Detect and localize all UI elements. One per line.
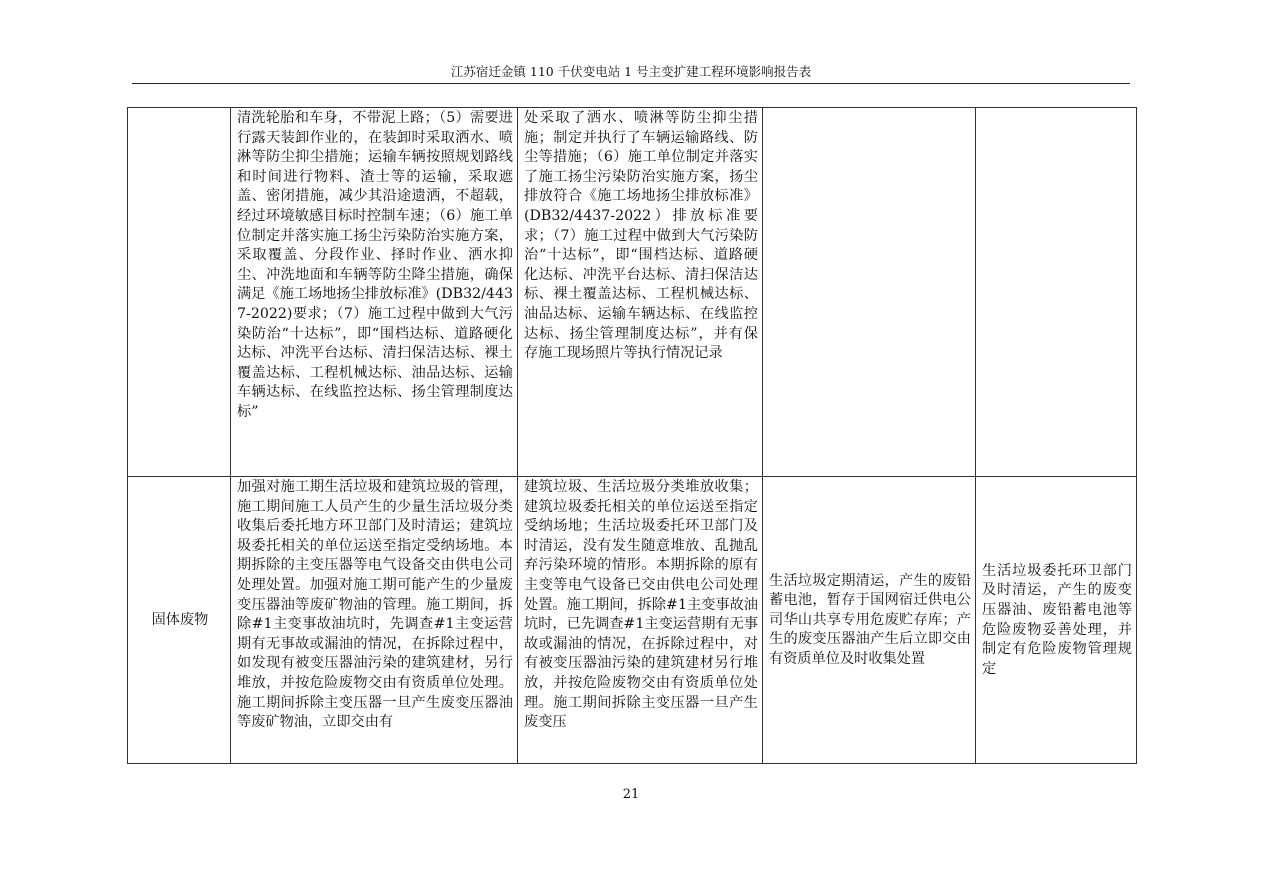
table-row [128,477,1137,764]
result-cell [763,108,976,477]
compliance-cell: 生活垃圾委托环卫部门及时清运，产生的废变压器油、废铅蓄电池等危险废物妥善处理，并制定有危险废物管理规定 [976,477,1137,764]
category-cell [128,108,231,477]
measures-cell: 加强对施工期生活垃圾和建筑垃圾的管理，施工期间施工人员产生的少量生活垃圾分类收集后委托地方环卫部门及时清运；建筑垃圾委托相关的单位运送至指定受纳场地。本期拆除的主变压器等电气设备交由供电公司处理处置。加强对施工期可能产生的少量废变压器油等废矿物油的管理。施工期间，拆除#1主变事故油坑时，先调查#1主变运营期有无事故或漏油的情况，在拆除过程中，如发现有被变压器油污染的建筑建材，另行堆放，并按危险废物交由有资质单位处理。施工期间拆除主变压器一旦产生废变压器油等废矿物油，立即交由有 [231,477,518,764]
result-cell: 生活垃圾定期清运，产生的废铅蓄电池，暂存于国网宿迁供电公司华山共享专用危废贮存库；产生的废变压器油产生后立即交由有资质单位及时收集处置 [763,477,976,764]
implementation-cell: 建筑垃圾、生活垃圾分类堆放收集；建筑垃圾委托相关的单位运送至指定受纳场地；生活垃圾委托环卫部门及时清运，没有发生随意堆放、乱抛乱弃污染环境的情形。本期拆除的原有主变等电气设备已交由供电公司处理处置。施工期间，拆除#1主变事故油坑时，已先调查#1主变运营期有无事故或漏油的情况，在拆除过程中，对有被变压器油污染的建筑建材另行堆放，并按危险废物交由有资质单位处理。施工期间拆除主变压器一旦产生废变压 [518,477,763,764]
table-row [128,108,1137,477]
measures-cell: 清洗轮胎和车身，不带泥上路；（5）需要进行露天装卸作业的，在装卸时采取洒水、喷淋等防尘抑尘措施；运输车辆按照规划路线和时间进行物料、渣士等的运输，采取遮盖、密闭措施，减少其沿途遗洒，不超载，经过环境敏感目标时控制车速；（6）施工单位制定并落实施工扬尘污染防治实施方案，采取覆盖、分段作业、择时作业、洒水抑尘、冲洗地面和车辆等防尘降尘措施，确保满足《施工场地扬尘排放标准》(DB32/4437-2022)要求；（7）施工过程中做到大气污染防治“十达标”，即“围档达标、道路硬化达标、冲洗平台达标、清扫保洁达标、裸土覆盖达标、工程机械达标、油品达标、运输车辆达标、在线监控达标、扬尘管理制度达标” [231,108,518,477]
header-rule [132,83,1130,84]
page-number: 21 [622,787,640,802]
implementation-cell: 处采取了洒水、喷淋等防尘抑尘措施；制定并执行了车辆运输路线、防尘等措施；（6）施工单位制定并落实了施工扬尘污染防治实施方案，扬尘排放符合《施工场地扬尘排放标准》(DB32/4437-2022）排放标准要求；（7）施工过程中做到大气污染防治“十达标”，即“围档达标、道路硬化达标、冲洗平台达标、清扫保洁达标、裸土覆盖达标、工程机械达标、油品达标、运输车辆达标、在线监控达标、扬尘管理制度达标”，并有保存施工现场照片等执行情况记录 [518,108,763,477]
environmental-measures-table [127,107,1137,764]
category-cell: 固体废物 [128,477,231,764]
page-header-title: 江苏宿迁金镇 110 千伏变电站 1 号主变扩建工程环境影响报告表 [450,64,812,79]
compliance-cell [976,108,1137,477]
